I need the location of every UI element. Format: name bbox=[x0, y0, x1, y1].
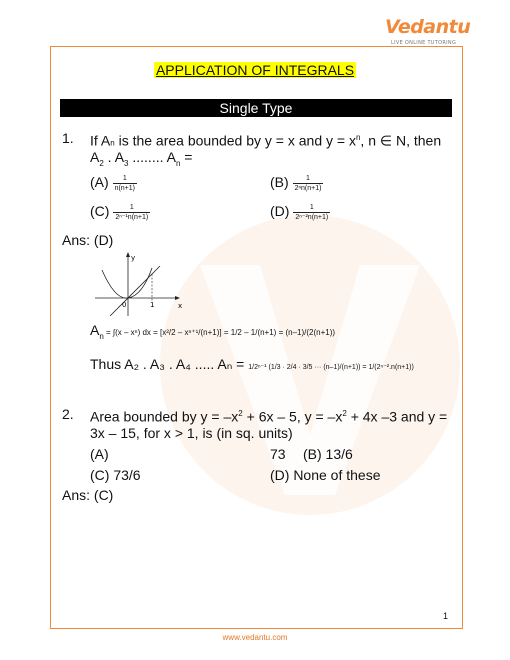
vedantu-logo bbox=[385, 16, 485, 50]
q2-stem-line2: 3x – 15, for x > 1, is (in sq. units) bbox=[90, 425, 293, 441]
graph-y-label: y bbox=[131, 254, 136, 262]
q1-option-a: (A) $\frac{1}{n(n+1)}$ bbox=[90, 174, 135, 192]
section-heading: Single Type bbox=[60, 99, 452, 117]
q2-option-a-label: (A) bbox=[90, 446, 109, 462]
q1-area-graph bbox=[90, 248, 185, 318]
q2-option-c: (C) 73/6 bbox=[90, 467, 141, 483]
page-title: APPLICATION OF INTEGRALS bbox=[155, 62, 355, 78]
q2-option-d: (D) None of these bbox=[270, 467, 381, 483]
q1-option-c: (C) $\frac{1}{\text{2ⁿ⁻¹n(n+1)}}$ bbox=[90, 203, 149, 221]
q1-option-d: (D) $\frac{1}{\text{2ⁿ⁻²n(n+1)}}$ bbox=[270, 203, 329, 221]
q1-option-b: (B) $\frac{1}{\text{2ⁿn(n+1)}}$ bbox=[270, 174, 322, 192]
q1-stem-line2: $A_2$ . $A_3$ ........ $A_n$ = bbox=[90, 149, 193, 168]
q1-solution-line2: Thus A₂ . A₃ . A₄ ..... Aₙ = 1/2ⁿ⁻¹ (1/3 · 2/4 · 3/5 ··· (n–1)/(n+1)) = 1/(2ⁿ⁻².n(n+1)) bbox=[90, 356, 414, 372]
q1-stem-line1: If An is the area bounded by y = x and $y = x^n$, n ∈ N, then bbox=[90, 132, 442, 149]
q2-option-b: (B) 13/6 bbox=[303, 446, 353, 462]
q1-solution-line1: $A_n = \int(x - x^n)$ dx = [x²/2 – xⁿ⁺¹/(n+1)] = 1/2 – 1/(n+1) = (n–1)/(2(n+1)) bbox=[90, 322, 336, 341]
q2-answer: Ans: (C) bbox=[62, 487, 114, 503]
q2-stem-line1: Area bounded by $y = -x^2 + 6x - 5$, $y = -x^2 + 4x$ –3 and y = bbox=[90, 408, 448, 425]
q1-answer: Ans: (D) bbox=[62, 232, 114, 248]
q1-number: 1. bbox=[62, 130, 74, 146]
q2-number: 2. bbox=[62, 406, 74, 422]
q2-option-a-value: 73 bbox=[270, 446, 286, 462]
footer-url: www.vedantu.com bbox=[222, 633, 288, 642]
logo-wordmark: Vedantu bbox=[385, 16, 471, 38]
graph-x-label: x bbox=[178, 302, 183, 310]
graph-origin-label: 0 bbox=[122, 301, 127, 309]
page-number: 1 bbox=[443, 611, 449, 621]
logo-tagline: LIVE ONLINE TUTORING bbox=[391, 40, 457, 46]
graph-one-label: 1 bbox=[150, 301, 155, 309]
